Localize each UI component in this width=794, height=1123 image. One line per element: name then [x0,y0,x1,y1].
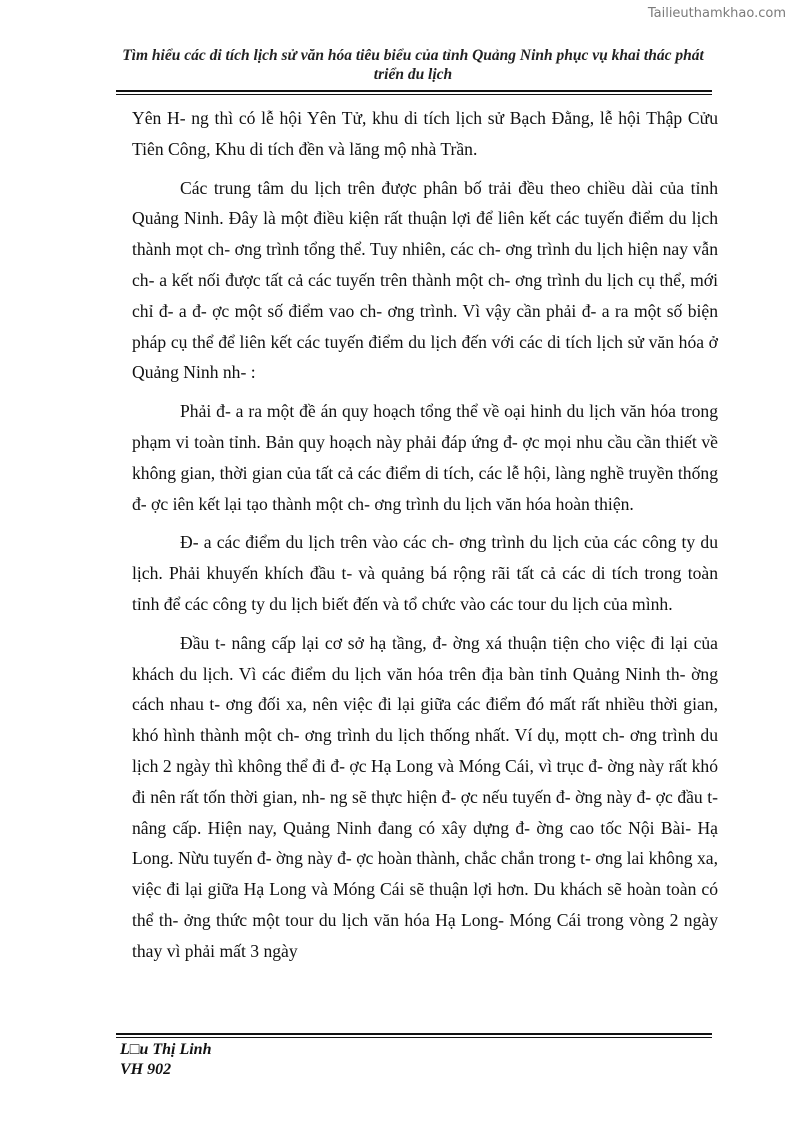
paragraph: Phải đ- a ra một đề án quy hoạch tổng thể về oại hinh du lịch văn hóa trong phạm vi toàn tỉnh. Bản quy hoạch này phải đáp ứng đ- ợc mọi nhu cầu cần thiết về không gian, thời gian của tất cả các điểm di tích, các lễ hội, làng nghề truyền thống đ- ợc iên kết lại tạo thành một ch- ơng trình du lịch văn hóa hoàn thiện. [132,401,718,514]
header-divider [116,90,712,95]
paragraph: Các trung tâm du lịch trên được phân bố trải đều theo chiều dài của tỉnh Quảng Ninh. Đây là một điều kiện rất thuận lợi để liên kết các tuyến điểm du lịch thành mọt ch- ơng trình tổng thể. Tuy nhiên, các ch- ơng trình du lịch hiện nay vẫn ch- a kết nối được tất cả các tuyến trên thành một ch- ơng trình du lịch cụ thể, mới chỉ đ- a đ- ợc một số điểm vao ch- ơng trình. Vì vậy cần phải đ- a ra một số biện pháp cụ thể để liên kết các tuyến điểm du lịch đến với các di tích lịch sử văn hóa ở Quảng Ninh nh- : [132,177,718,383]
footer-divider [116,1033,712,1038]
watermark: Tailieuthamkhao.com [647,6,786,21]
class-code: VH 902 [120,1061,172,1078]
paragraph-continued: Yên H- ng thì có lễ hội Yên Tử, khu di tích lịch sử Bạch Đằng, lễ hội Thập Cửu Tiên Công, Khu di tích đền và lăng mộ nhà Trần. [132,108,718,159]
document-body [132,103,718,975]
page-header-title: Tìm hiểu các di tích lịch sử văn hóa tiêu biểu của tỉnh Quảng Ninh phục vụ khai thác phát triển du lịch [122,47,704,83]
author-name: L□u Thị Linh [120,1041,212,1058]
paragraph: Đầu t- nâng cấp lại cơ sở hạ tầng, đ- ờng xá thuận tiện cho việc đi lại của khách du lịch. Vì các điểm du lịch văn hóa trên địa bàn tỉnh Quảng Ninh th- ờng cách nhau t- ơng đối xa, nên việc đi lại giữa các điểm đó mất rất nhiều thời gian, khó hình thành một ch- ơng trình du lịch thống nhất. Ví dụ, mọtt ch- ơng trình du lịch 2 ngày thì không thể đi đ- ợc Hạ Long và Móng Cái, vì trục đ- ờng này rất khó đi nên rất tốn thời gian, nh- ng sẽ thực hiện đ- ợc nếu tuyến đ- ờng này đ- ợc đầu t- nâng cấp. Hiện nay, Quảng Ninh đang có xây dựng đ- ờng cao tốc Nội Bài- Hạ Long. Nừu tuyến đ- ờng này đ- ợc hoàn thành, chắc chắn trong t- ơng lai không xa, việc đi lại giữa Hạ Long và Móng Cái sẽ thuận lợi hơn. Du khách sẽ hoàn toàn có thể th- ởng thức một tour du lịch văn hóa Hạ Long- Móng Cái trong vòng 2 ngày thay vì phải mất 3 ngày [132,632,718,961]
paragraph: Đ- a các điểm du lịch trên vào các ch- ơng trình du lịch của các công ty du lịch. Phải khuyến khích đầu t- và quảng bá rộng rãi tất cả các di tích trong toàn tỉnh để các công ty du lịch biết đến và tổ chức vào các tour du lịch của mình. [132,532,718,614]
page-footer [120,1040,211,1080]
